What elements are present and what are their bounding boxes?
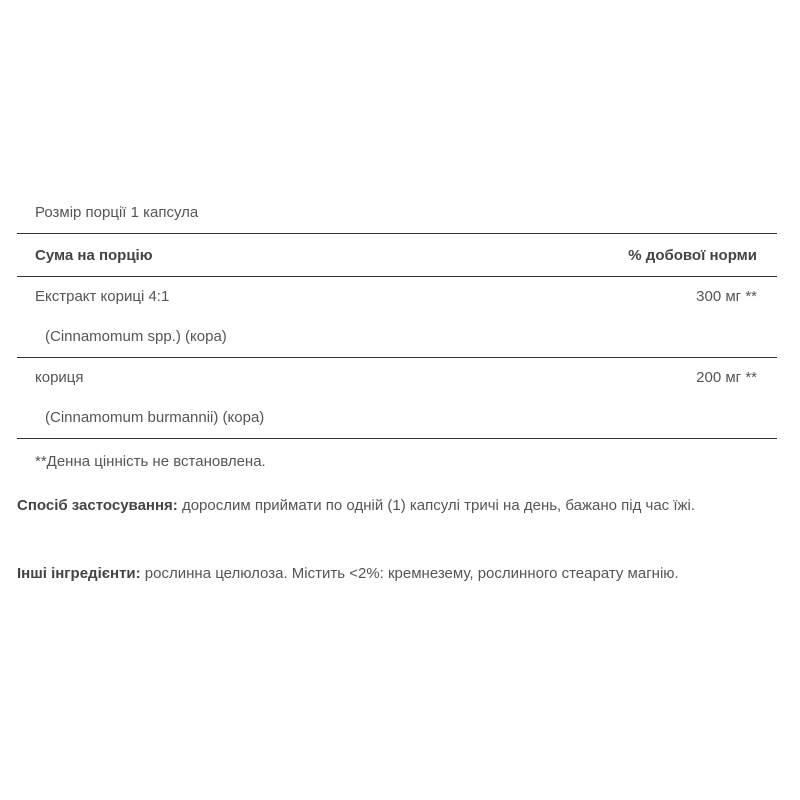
table-header-row bbox=[17, 234, 777, 277]
other-ingredients-text: рослинна целюлоза. Містить <2%: кремнезему, рослинного стеарату магнію. bbox=[140, 565, 679, 582]
other-ingredients-label: Інші інгредієнти: bbox=[17, 565, 141, 582]
ingredient-amount: 200 мг ** bbox=[696, 369, 757, 386]
ingredient-latin-name: (Cinnamomum spp.) (кора) bbox=[45, 328, 227, 345]
supplement-facts-table bbox=[17, 193, 777, 487]
ingredient-amount: 300 мг ** bbox=[696, 288, 757, 305]
ingredient-latin-name: (Cinnamomum burmannii) (кора) bbox=[45, 409, 265, 426]
table-row bbox=[17, 358, 777, 439]
table-row bbox=[17, 277, 777, 358]
usage-label: Спосіб застосування: bbox=[17, 497, 178, 514]
supplement-facts-panel bbox=[17, 193, 777, 487]
header-amount-per-serving: Сума на порцію bbox=[35, 246, 153, 264]
ingredient-name: кориця bbox=[35, 369, 84, 386]
usage-paragraph bbox=[17, 496, 782, 516]
header-daily-value: % добової норми bbox=[628, 246, 757, 264]
serving-size: Розмір порції 1 капсула bbox=[17, 193, 777, 234]
other-ingredients-paragraph bbox=[17, 564, 782, 584]
ingredient-name: Екстракт кориці 4:1 bbox=[35, 288, 170, 305]
footnote: **Денна цінність не встановлена. bbox=[35, 453, 266, 470]
usage-text: дорослим приймати по одній (1) капсулі тричі на день, бажано під час їжі. bbox=[177, 497, 696, 514]
